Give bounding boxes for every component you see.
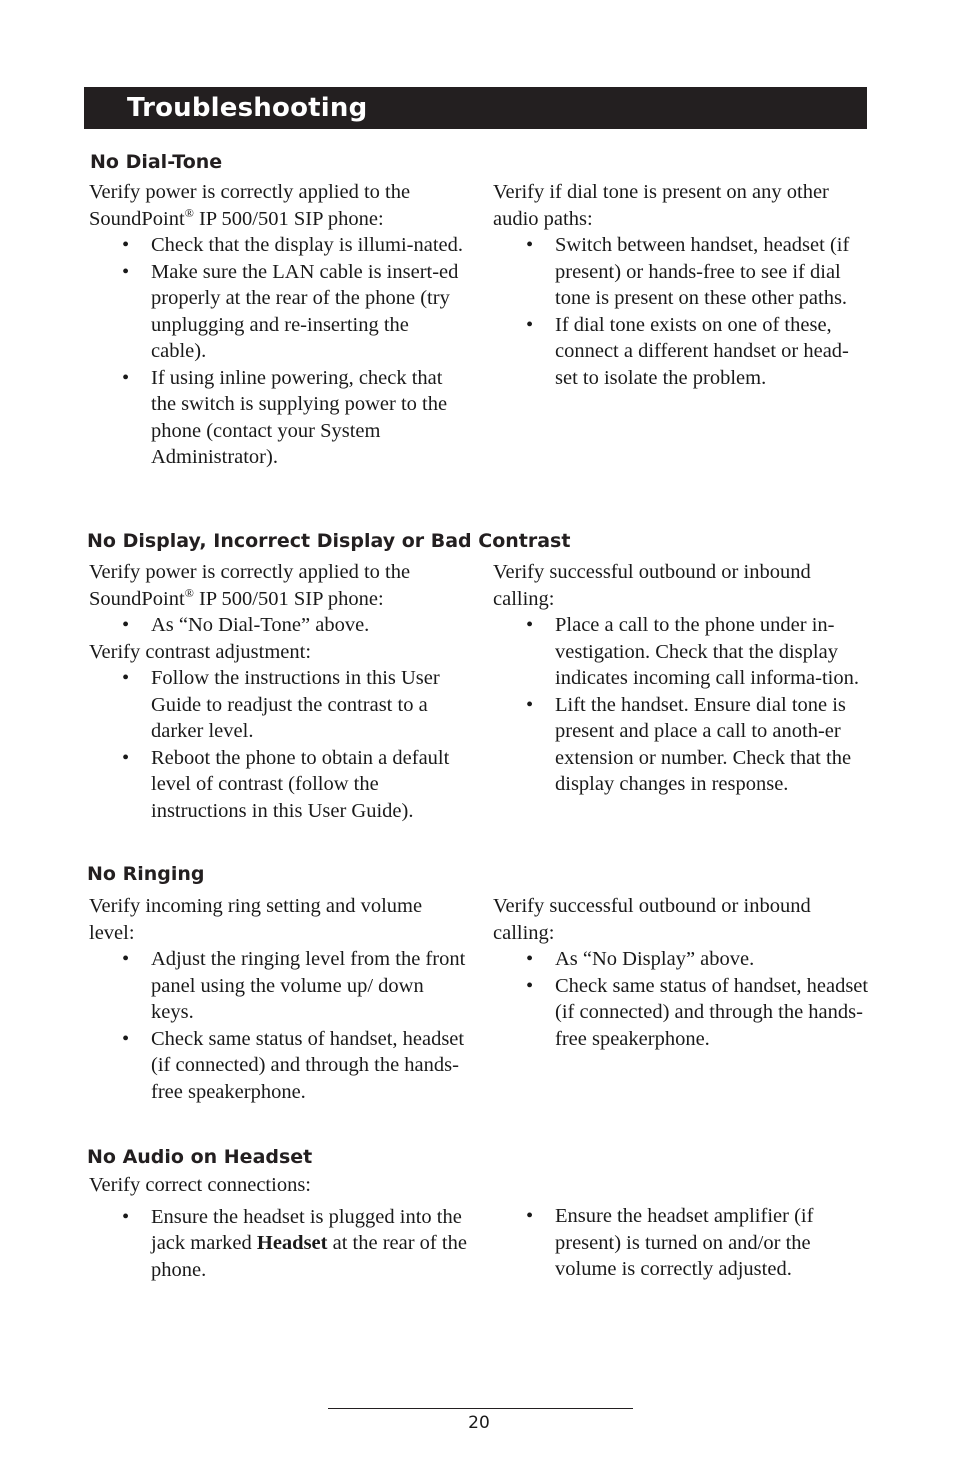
paragraph: Verify power is correctly applied to the SoundPoint® IP 500/501 SIP phone: <box>89 561 411 610</box>
bullet-list <box>493 1203 871 1283</box>
no-audio-right-column <box>493 1203 871 1283</box>
bullet-list <box>89 665 469 824</box>
paragraph: Verify successful outbound or inbound calling: <box>493 895 811 944</box>
page-number: 20 <box>468 1413 490 1433</box>
paragraph: Verify power is correctly applied to the SoundPoint® IP 500/501 SIP phone: <box>89 181 411 230</box>
no-dial-tone-right-column <box>493 179 871 391</box>
no-audio-left-column <box>89 1172 469 1283</box>
list-item: • Check that the display is illumi-nated. <box>89 232 469 259</box>
list-item: • Ensure the headset amplifier (if present) is turned on and/or the volume is correctly adjusted. <box>493 1203 871 1283</box>
section-heading-no-dial-tone: No Dial-Tone <box>90 151 223 173</box>
list-item: • If dial tone exists on one of these, connect a different handset or head-set to isolate the problem. <box>493 312 871 392</box>
list-item: • Place a call to the phone under in-vestigation. Check that the display indicates incoming call informa-tion. <box>493 612 871 692</box>
paragraph: Verify incoming ring setting and volume level: <box>89 895 423 944</box>
paragraph: Verify if dial tone is present on any other audio paths: <box>493 181 829 230</box>
bullet-list <box>89 946 469 1105</box>
list-item: • Adjust the ringing level from the front panel using the volume up/ down keys. <box>89 946 469 1026</box>
title-banner <box>84 87 867 129</box>
bullet-list <box>89 1204 469 1284</box>
list-item: • Check same status of handset, headset (if connected) and through the hands-free speakerphone. <box>89 1026 469 1106</box>
list-item: • As “No Display” above. <box>493 946 871 973</box>
page-title: Troubleshooting <box>127 93 368 123</box>
footer-divider <box>328 1408 633 1409</box>
list-item: • As “No Dial-Tone” above. <box>89 612 469 639</box>
bullet-list <box>493 232 871 391</box>
bullet-list <box>493 946 871 1052</box>
bullet-list <box>89 232 469 471</box>
list-item: • Lift the handset. Ensure dial tone is present and place a call to anoth-er extension or number. Check that the display changes in response. <box>493 692 871 798</box>
paragraph: Verify contrast adjustment: <box>89 640 312 663</box>
no-dial-tone-left-column <box>89 179 469 471</box>
no-ringing-right-column <box>493 893 871 1052</box>
section-heading-no-audio-on-headset: No Audio on Headset <box>87 1146 313 1168</box>
section-heading-no-display: No Display, Incorrect Display or Bad Contrast <box>87 530 571 552</box>
paragraph: Verify correct connections: <box>89 1174 311 1196</box>
list-item: • Follow the instructions in this User Guide to readjust the contrast to a darker level. <box>89 665 469 745</box>
list-item: • If using inline powering, check that the switch is supplying power to the phone (contact your System Administrator). <box>89 365 469 471</box>
no-display-right-column <box>493 559 871 798</box>
list-item: • Make sure the LAN cable is insert-ed properly at the rear of the phone (try unplugging and re-inserting the cable). <box>89 259 469 365</box>
list-item: • Check same status of handset, headset (if connected) and through the hands-free speakerphone. <box>493 973 871 1053</box>
list-item: • Ensure the headset is plugged into the jack marked Headset at the rear of the phone. <box>89 1204 469 1284</box>
list-item: • Switch between handset, headset (if present) or hands-free to see if dial tone is present on these other paths. <box>493 232 871 312</box>
paragraph: Verify successful outbound or inbound calling: <box>493 561 811 610</box>
list-item: • Reboot the phone to obtain a default level of contrast (follow the instructions in this User Guide). <box>89 745 469 825</box>
bullet-list <box>493 612 871 798</box>
section-heading-no-ringing: No Ringing <box>87 863 205 885</box>
no-display-left-column <box>89 559 469 824</box>
bullet-list <box>89 612 469 639</box>
no-ringing-left-column <box>89 893 469 1105</box>
